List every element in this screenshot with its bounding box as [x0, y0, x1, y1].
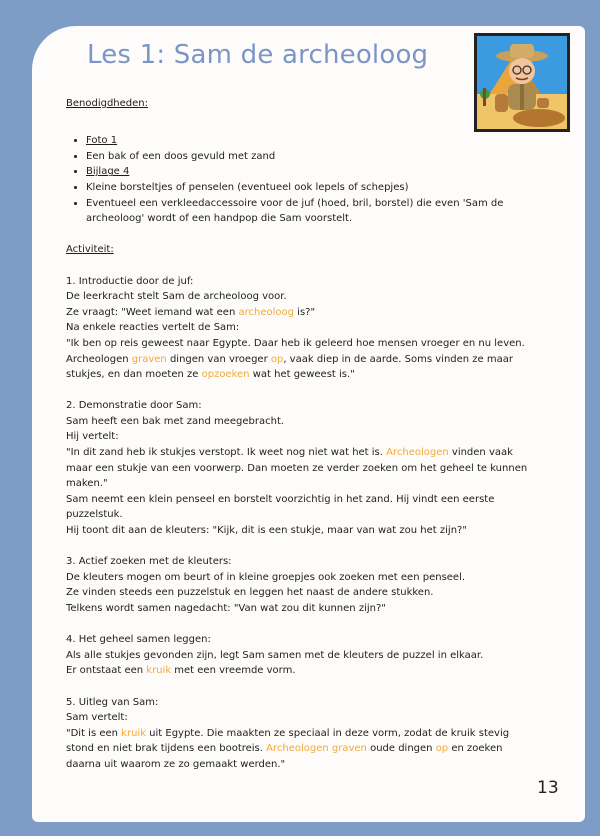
highlight-word: op [270, 353, 284, 365]
quote: "Dit is een kruik uit Egypte. Die maakten ze speciaal in deze vorm, zodat de kruik stevig stond en niet brak tijdens een bootreis. Archeologen graven oude dingen op en zoeken daarna uit waarom ze zo gemaakt werden." [66, 727, 510, 770]
highlight-word: opzoeken [201, 369, 250, 381]
paragraph: Hij vertelt: [66, 431, 119, 443]
paragraph: Sam vertelt: [66, 712, 128, 724]
paragraph: Er ontstaat een kruik met een vreemde vorm. [66, 665, 296, 677]
page-title: Les 1: Sam de archeoloog [87, 40, 429, 70]
paragraph: Als alle stukjes gevonden zijn, legt Sam samen met de kleuters de puzzel in elkaar. [66, 649, 484, 661]
lesson-content [66, 96, 536, 773]
quote: "Ik ben op reis geweest naar Egypte. Daar heb ik geleerd hoe mensen vroeger en nu leven. Archeologen graven dingen van vroeger op, vaak diep in de aarde. Soms vinden ze maar stukjes, en dan moeten ze opzoeken wat het geweest is." [66, 337, 525, 381]
list-item[interactable]: • Foto 1 [86, 133, 536, 149]
worksheet-page [32, 26, 585, 822]
highlight-word: Archeologen graven [266, 743, 367, 755]
highlight-word: graven [131, 353, 167, 365]
quote: "In dit zand heb ik stukjes verstopt. Ik weet nog niet wat het is. Archeologen vinden vaak maar een stukje van een voorwerp. Dan moeten ze verder zoeken om het geheel te kunnen maken." [66, 447, 528, 490]
step-4-title: 4. Het geheel samen leggen: [66, 634, 211, 646]
step-5-title: 5. Uitleg van Sam: [66, 696, 159, 708]
paragraph: Ze vraagt: "Weet iemand wat een archeoloog is?" [66, 306, 316, 318]
step-2-title: 2. Demonstratie door Sam: [66, 400, 202, 412]
step-1-title: 1. Introductie door de juf: [66, 275, 194, 287]
list-item: • Eventueel een verkleedaccessoire voor de juf (hoed, bril, borstel) die even 'Sam de archeoloog' wordt of een handpop die Sam voorstelt. [86, 196, 536, 227]
highlight-word: op [435, 743, 449, 755]
activity-heading: Activiteit: [66, 244, 114, 256]
paragraph: Na enkele reacties vertelt de Sam: [66, 322, 240, 334]
list-item: • Kleine borsteltjes of penselen (eventueel ook lepels of schepjes) [86, 180, 536, 196]
materials-heading: Benodigdheden: [66, 98, 148, 109]
paragraph: Ze vinden steeds een puzzelstuk en leggen het naast de andere stukken. [66, 587, 434, 599]
highlight-word: archeoloog [238, 306, 294, 318]
materials-list [66, 133, 536, 227]
step-3-title: 3. Actief zoeken met de kleuters: [66, 556, 232, 568]
paragraph: Telkens wordt samen nagedacht: "Van wat zou dit kunnen zijn?" [66, 603, 386, 614]
list-item[interactable]: • Bijlage 4 [86, 164, 536, 180]
highlight-word: kruik [146, 665, 172, 677]
paragraph: De leerkracht stelt Sam de archeoloog voor. [66, 291, 287, 303]
paragraph: Hij toont dit aan de kleuters: "Kijk, dit is een stukje, maar van wat zou het zijn?" [66, 525, 467, 537]
highlight-word: Archeologen [386, 447, 449, 459]
highlight-word: kruik [121, 727, 146, 739]
list-item: • Een bak of een doos gevuld met zand [86, 149, 536, 165]
paragraph: De kleuters mogen om beurt of in kleine groepjes ook zoeken met een penseel. [66, 571, 466, 583]
page-number: 13 [537, 778, 559, 798]
paragraph: Sam heeft een bak met zand meegebracht. [66, 415, 285, 427]
paragraph: Sam neemt een klein penseel en borstelt voorzichtig in het zand. Hij vindt een eerste puzzelstuk. [66, 493, 495, 521]
